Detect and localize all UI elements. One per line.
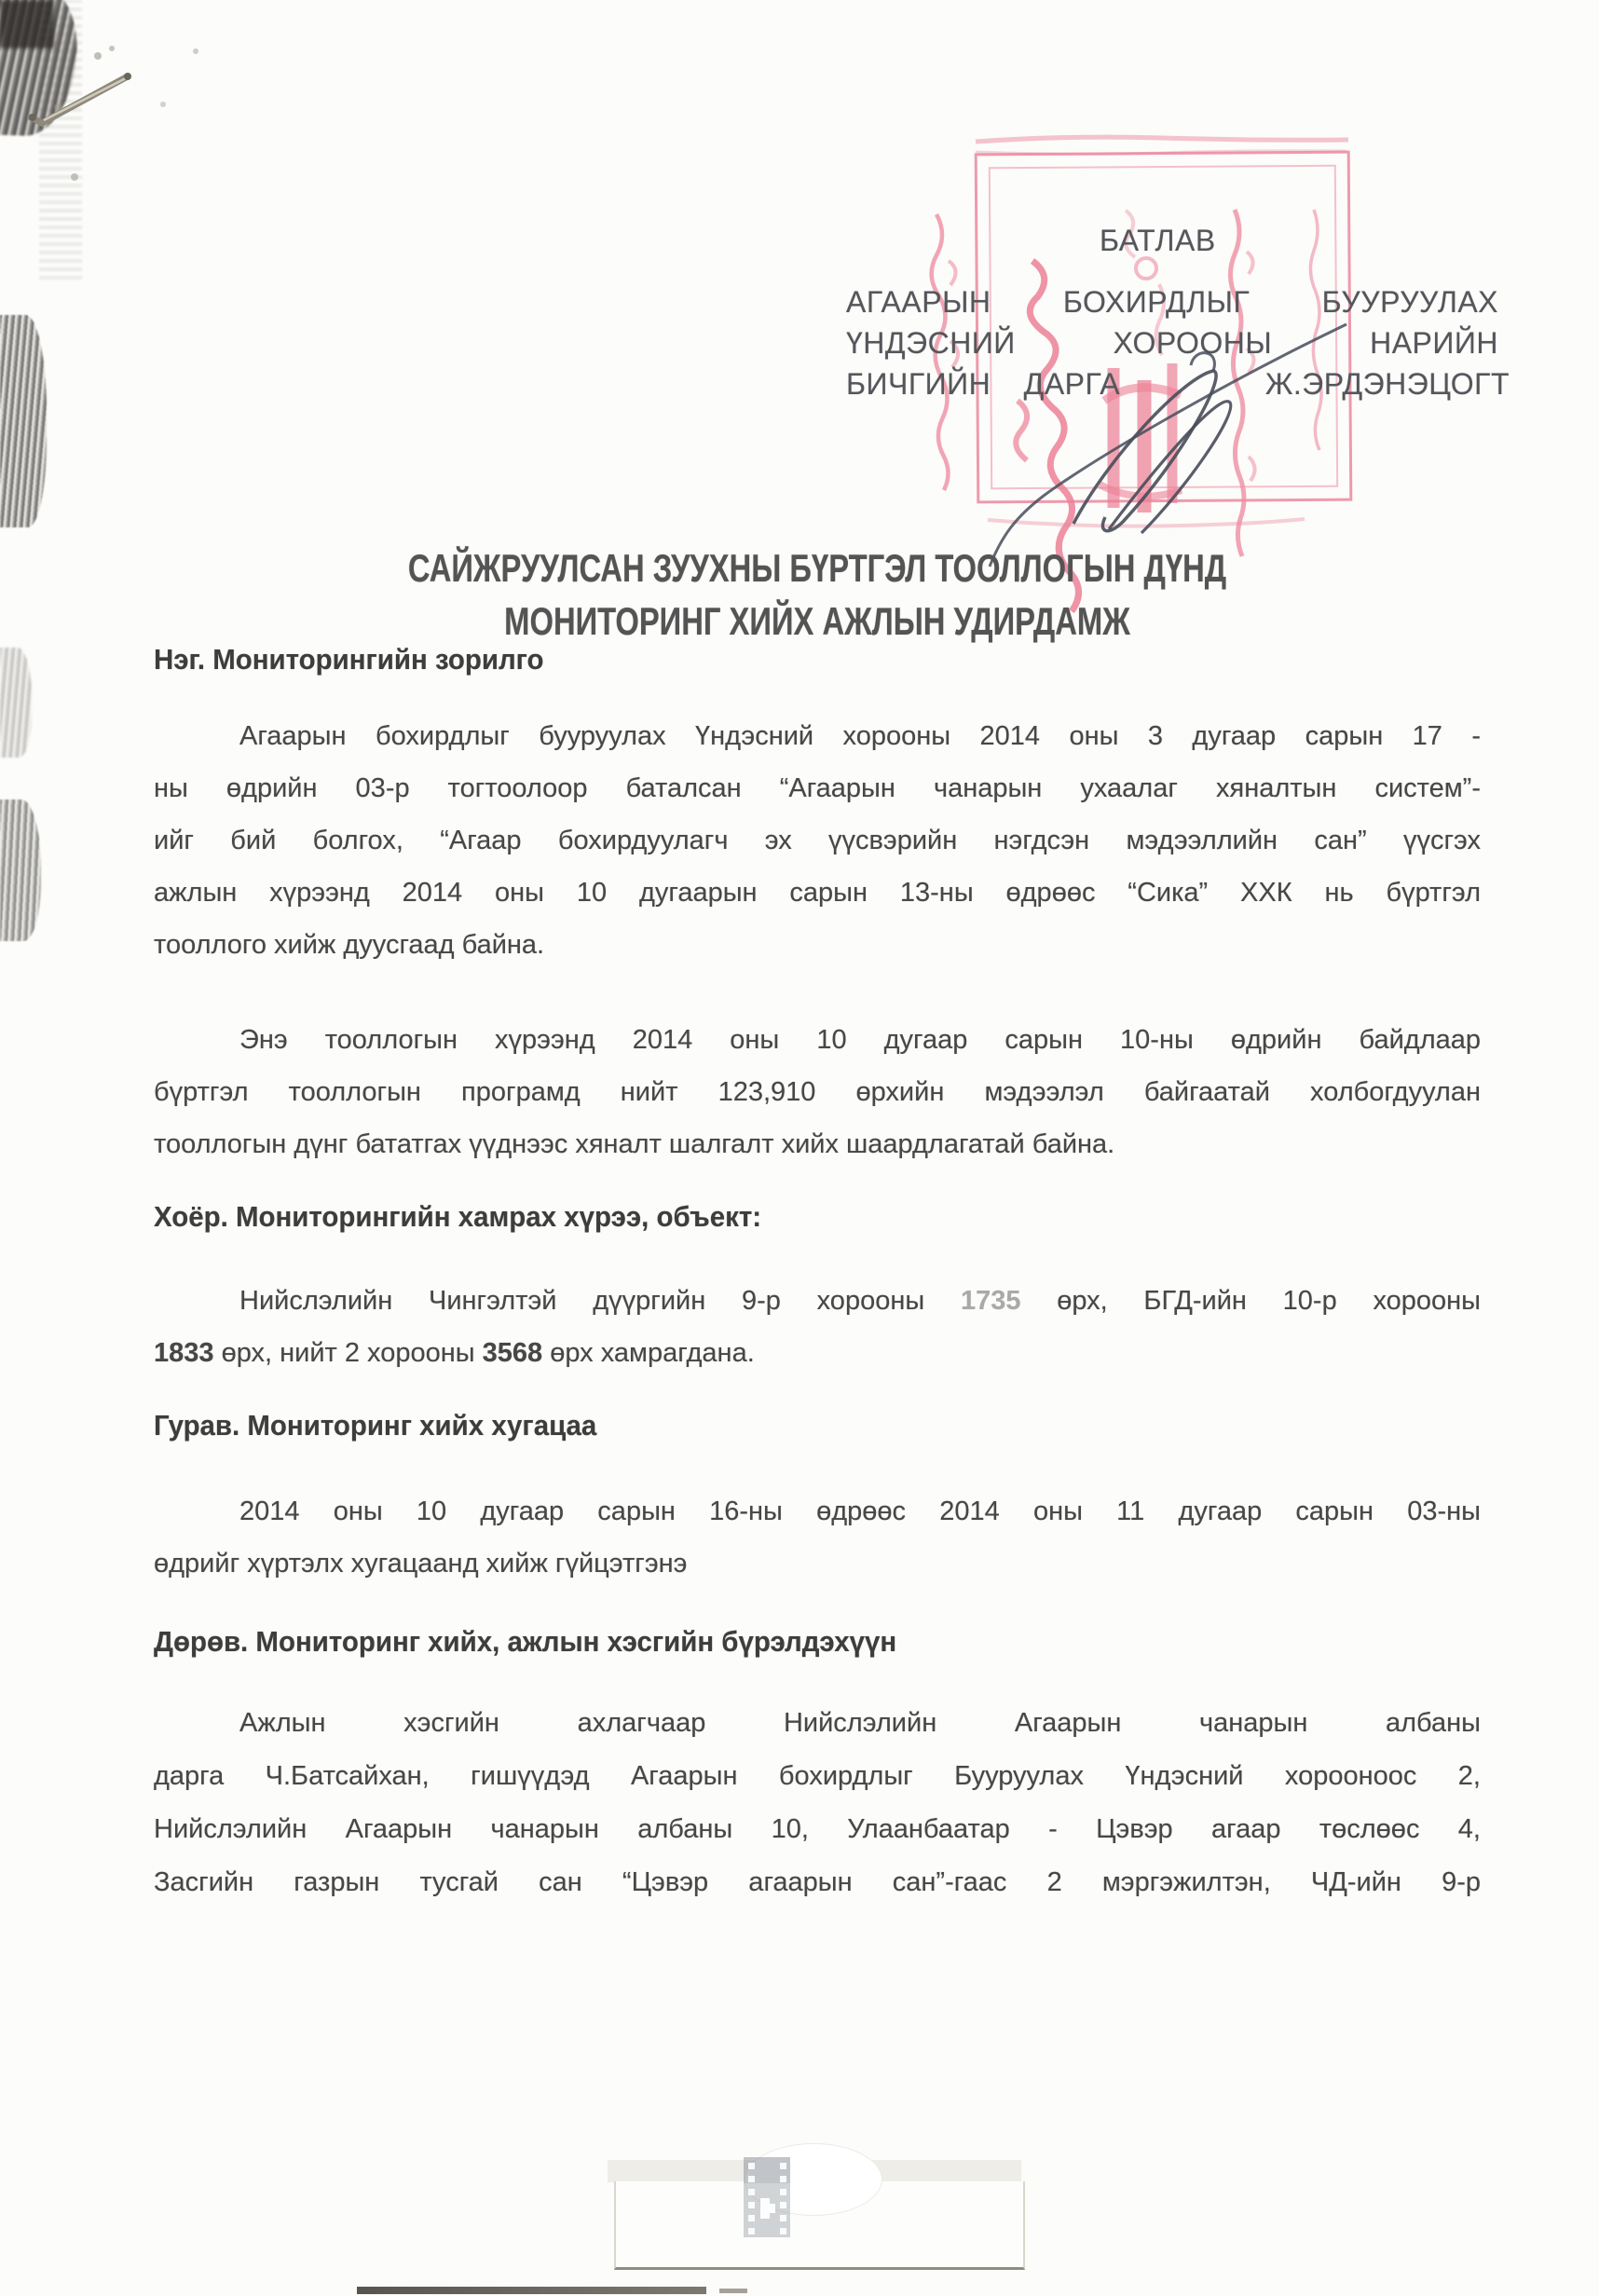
approval-signer-name: Ж.ЭРДЭНЭЦОГТ [1264, 367, 1510, 401]
text-segment: өрх, БГД-ийн 10-р хорооны [1057, 1286, 1481, 1316]
approval-line-1 [846, 285, 1498, 320]
section-heading-2: Хоёр. Мониторингийн хамрах хүрээ, объект: [154, 1200, 762, 1233]
approval-word: ДАРГА [1023, 367, 1121, 401]
text-line [154, 1275, 1481, 1327]
text-line: өдрийг хүртэлх хугацаанд хийж гүйцэтгэнэ [154, 1549, 688, 1578]
paragraph-2 [154, 1014, 1481, 1170]
text-line: ажлын хүрээнд 2014 оны 10 дугаарын сарын 13-ны өдрөөс “Сика” ХХК нь бүртгэл [154, 878, 1481, 908]
text-segment: өрх, нийт 2 хорооны [221, 1338, 475, 1368]
text-line: тооллого хийж дуусгаад байна. [154, 930, 545, 960]
text-line: Ажлын хэсгийн ахлагчаар Нийслэлийн Агаарын чанарын албаны [239, 1708, 1481, 1738]
text-line: 2014 оны 10 дугаар сарын 16-ны өдрөөс 2014 оны 11 дугаар сарын 03-ны [239, 1496, 1481, 1526]
paragraph-3 [154, 1275, 1481, 1379]
household-count-1833: 1833 [154, 1338, 214, 1368]
text-segment: өрх хамрагдана. [550, 1338, 755, 1368]
text-line: ийг бий болгох, “Агаар бохирдуулагч эх үүсвэрийн нэгдсэн мэдээллийн сан” үүсгэх [154, 826, 1481, 855]
scan-smudge-corner [0, 0, 79, 138]
scan-bottom-dash [719, 2289, 747, 2293]
approval-line-3 [846, 367, 1510, 402]
approval-word: БУУРУУЛАХ [1321, 285, 1498, 319]
scan-smudge-left-1 [0, 315, 47, 527]
text-line: Энэ тооллогын хүрээнд 2014 оны 10 дугаар сарын 10-ны өдрийн байдлаар [239, 1025, 1481, 1055]
text-line: тооллогын дүнг бататгах үүднээс хяналт шалгалт хийх шаардлагатай байна. [154, 1129, 1115, 1159]
approval-line-2 [846, 326, 1498, 361]
text-line: Нийслэлийн Агаарын чанарын албаны 10, Улаанбаатар - Цэвэр агаар төслөөс 4, [154, 1814, 1481, 1844]
text-line: Засгийн газрын тусгай сан “Цэвэр агаарын сан”-гаас 2 мэргэжилтэн, ЧД-ийн 9-р [154, 1867, 1481, 1897]
document-title-line1: САЙЖРУУЛСАН ЗУУХНЫ БҮРТГЭЛ ТООЛЛОГЫН ДҮНД [407, 546, 1227, 590]
text-segment: Нийслэлийн Чингэлтэй дүүргийн 9-р хорооны [239, 1286, 925, 1316]
approval-word: ҮНДЭСНИЙ [846, 326, 1016, 360]
approval-word: БОХИРДЛЫГ [1062, 285, 1250, 319]
staple-icon [19, 9, 233, 205]
watermark-circle [745, 2143, 882, 2216]
text-line: дарга Ч.Батсайхан, гишүүдэд Агаарын бохирдлыг Бууруулах Үндэсний хорооноос 2, [154, 1761, 1481, 1791]
text-line: ны өдрийн 03-р тогтоолоор баталсан “Агаарын чанарын ухаалаг хяналтын систем”- [154, 773, 1481, 803]
approval-batlav-label: БАТЛАВ [1100, 224, 1216, 257]
section-heading-3: Гурав. Мониторинг хийх хугацаа [154, 1409, 597, 1442]
scan-smudge-corner-dark [0, 0, 54, 48]
approval-word: НАРИЙН [1370, 326, 1498, 360]
household-count-3568: 3568 [482, 1338, 543, 1368]
section-heading-4: Дөрөв. Мониторинг хийх, ажлын хэсгийн бүрэлдэхүүн [154, 1625, 897, 1658]
household-count-1735: 1735 [960, 1286, 1021, 1316]
approval-word: БИЧГИЙН [846, 367, 991, 401]
document-title-line2: МОНИТОРИНГ ХИЙХ АЖЛЫН УДИРДАМЖ [504, 599, 1130, 643]
paragraph-4 [154, 1485, 1481, 1590]
text-line: бүртгэл тооллогын програмд нийт 123,910 өрхийн мэдээлэл байгаатай холбогдуулан [154, 1077, 1481, 1107]
paragraph-5 [154, 1697, 1481, 1909]
approval-position [846, 367, 1120, 402]
section-heading-1: Нэг. Мониторингийн зорилго [154, 643, 544, 676]
paragraph-1 [154, 710, 1481, 971]
scan-smudge-left-3 [0, 800, 41, 941]
scan-streak [39, 0, 82, 280]
scan-bottom-band [357, 2287, 706, 2294]
scan-smudge-left-2 [0, 648, 32, 758]
approval-word: ХОРООНЫ [1113, 326, 1273, 360]
text-line: Агаарын бохирдлыг бууруулах Үндэсний хорооны 2014 оны 3 дугаар сарын 17 - [239, 721, 1481, 751]
text-line [154, 1327, 1481, 1379]
approval-word: АГААРЫН [846, 285, 991, 319]
document-title [300, 541, 1335, 648]
